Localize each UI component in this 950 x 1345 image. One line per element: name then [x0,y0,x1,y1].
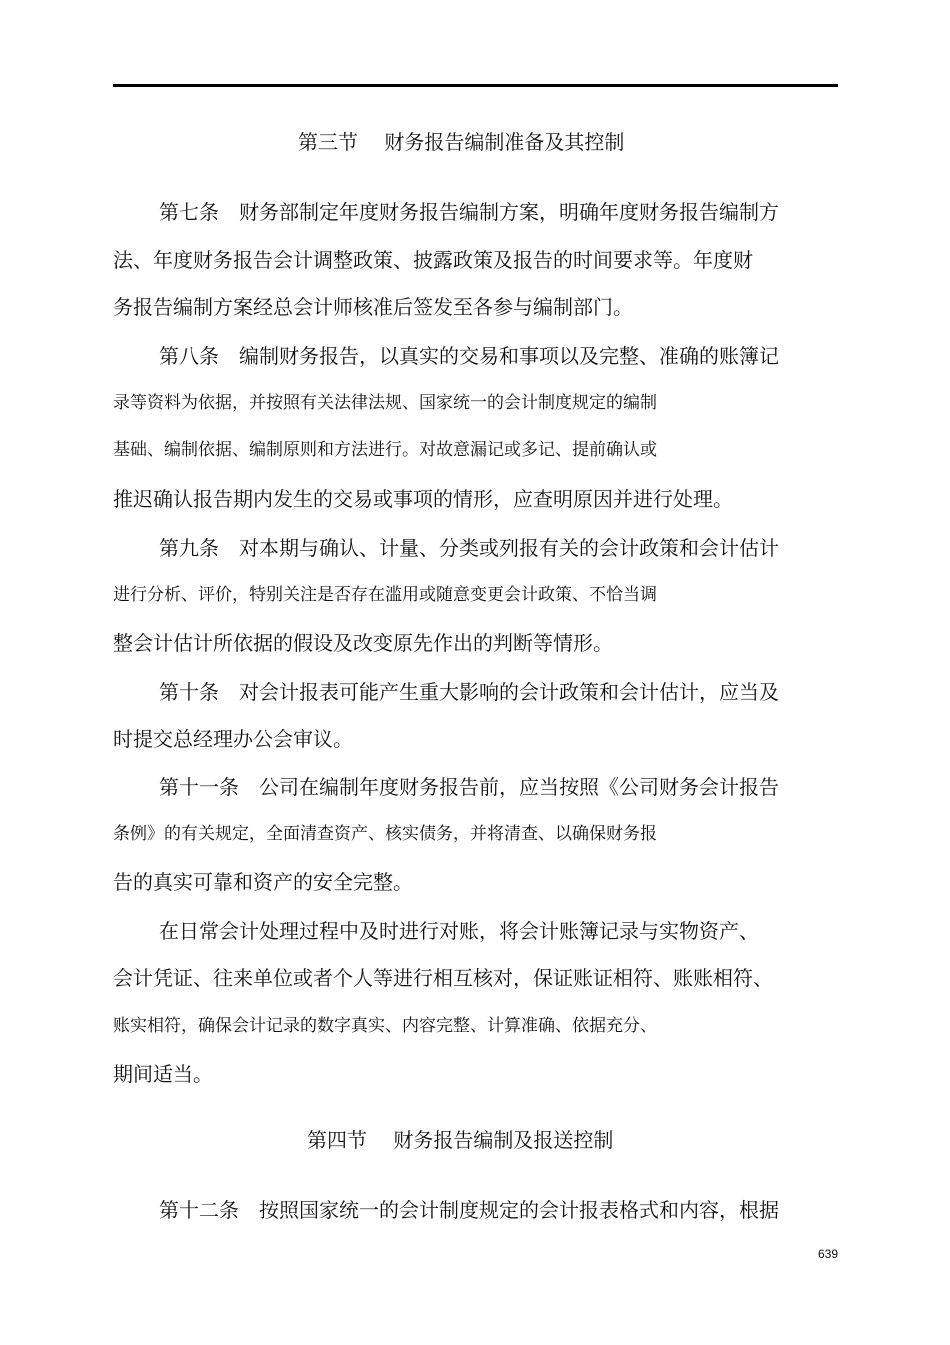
text-line: 法、年度财务报告会计调整政策、披露政策及报告的时间要求等。年度财 [113,248,753,272]
text-line: 第十一条 公司在编制年度财务报告前，应当按照《公司财务会计报告 [159,775,779,799]
text-line: 期间适当。 [113,1062,213,1086]
text-line: 时提交总经理办公会审议。 [113,727,353,751]
text-line: 第八条 编制财务报告，以真实的交易和事项以及完整、准确的账簿记 [159,344,779,368]
text-line: 会计凭证、往来单位或者个人等进行相互核对，保证账证相符、账账相符、 [113,966,773,990]
text-line: 第十条 对会计报表可能产生重大影响的会计政策和会计估计，应当及 [159,680,779,704]
text-line: 条例》的有关规定，全面清查资产、核实债务，并将清查、以确保财务报 [113,824,657,844]
page-number: 639 [817,1247,838,1261]
text-line: 整会计估计所依据的假设及改变原先作出的判断等情形。 [113,631,613,655]
text-line: 进行分析、评价，特别关注是否存在滥用或随意变更会计政策、不恰当调 [113,585,657,605]
text-line: 账实相符，确保会计记录的数字真实、内容完整、计算准确、依据充分、 [113,1016,657,1036]
text-line: 在日常会计处理过程中及时进行对账，将会计账簿记录与实物资产、 [159,919,759,943]
text-line: 第七条 财务部制定年度财务报告编制方案，明确年度财务报告编制方 [159,200,779,224]
text-line: 第十二条 按照国家统一的会计制度规定的会计报表格式和内容，根据 [159,1198,779,1222]
section-heading-3: 第三节 财务报告编制准备及其控制 [298,130,625,154]
text-line: 录等资料为依据，并按照有关法律法规、国家统一的会计制度规定的编制 [113,393,657,413]
text-line: 推迟确认报告期内发生的交易或事项的情形，应查明原因并进行处理。 [113,487,733,511]
text-line: 务报告编制方案经总会计师核准后签发至各参与编制部门。 [113,295,633,319]
text-line: 告的真实可靠和资产的安全完整。 [113,870,413,894]
top-rule [113,84,838,87]
section-heading-4: 第四节 财务报告编制及报送控制 [307,1128,614,1152]
text-line: 第九条 对本期与确认、计量、分类或列报有关的会计政策和会计估计 [159,536,779,560]
text-line: 基础、编制依据、编制原则和方法进行。对故意漏记或多记、提前确认或 [113,440,657,460]
